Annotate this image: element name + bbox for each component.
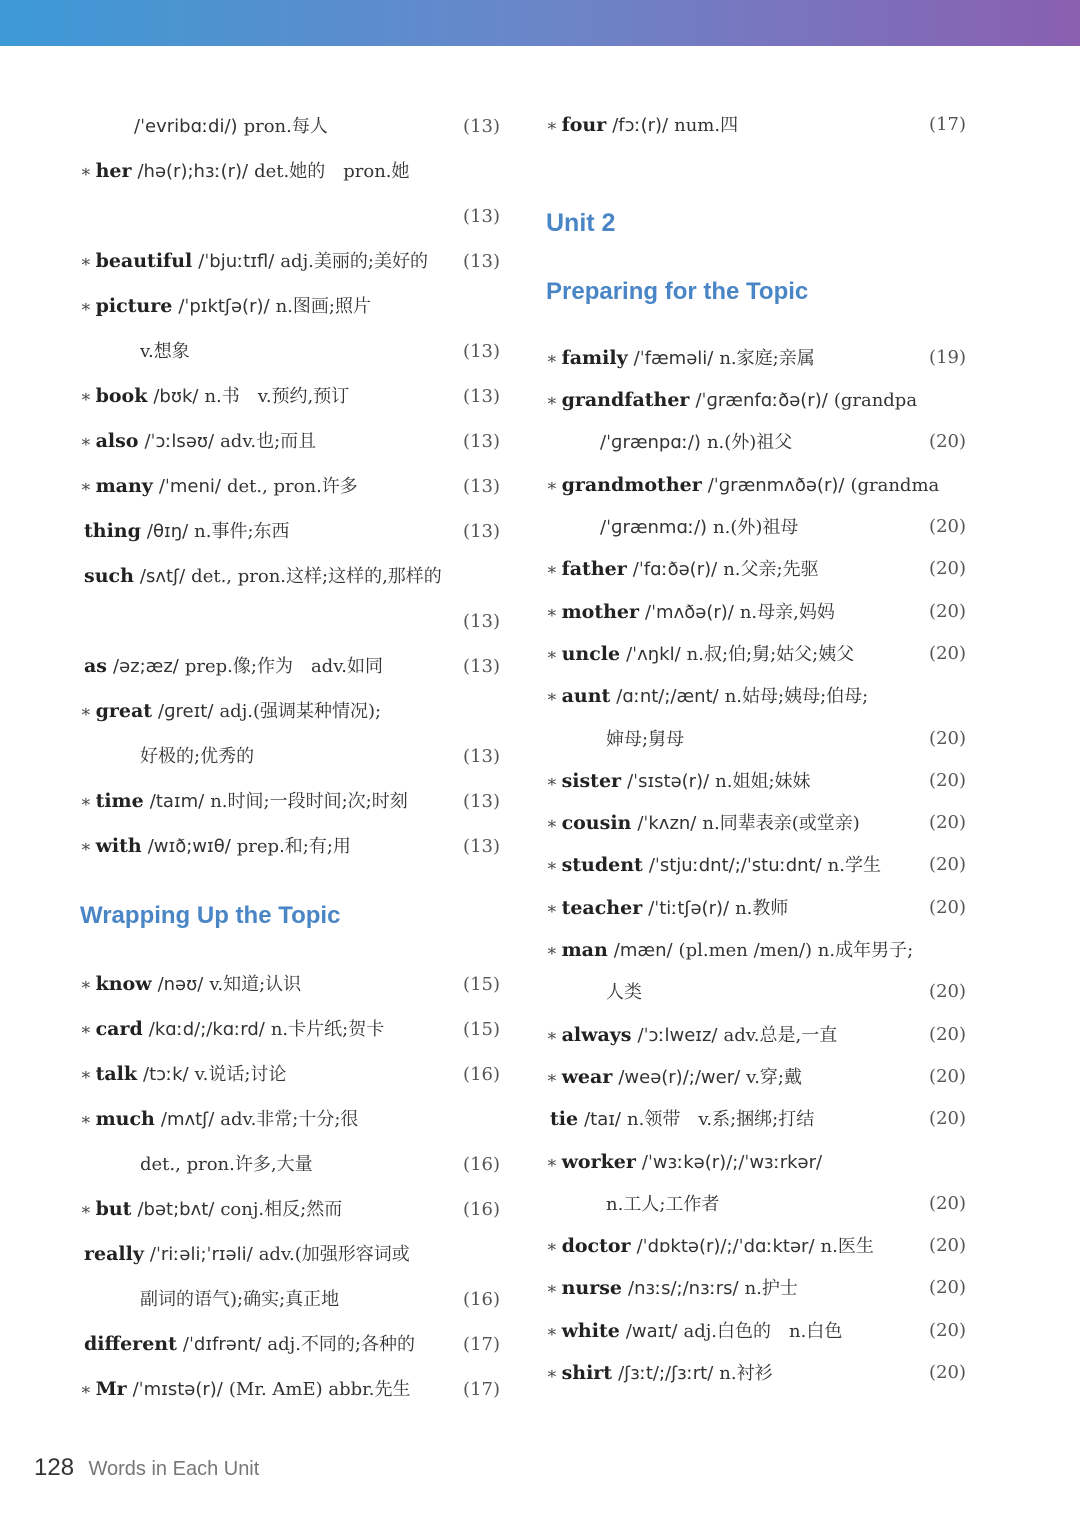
star-marker: ∗ xyxy=(546,1279,558,1300)
entry-pronunciation: /ˈfɑːðə(r)/ xyxy=(632,559,718,581)
star-marker: ∗ xyxy=(80,837,92,857)
star-marker: ∗ xyxy=(80,1380,92,1400)
vocab-entry xyxy=(80,509,500,554)
entry-pronunciation: /nəʊ/ xyxy=(157,974,204,995)
entry-page-ref: (13) xyxy=(463,746,500,767)
entry-page-ref: (13) xyxy=(463,611,500,632)
entry-definition: n.(外)祖父 xyxy=(706,432,793,454)
entry-page-ref: (20) xyxy=(929,1023,966,1045)
right-entries-top xyxy=(546,104,966,146)
entry-pronunciation: /θɪŋ/ xyxy=(146,521,189,542)
vocab-entry xyxy=(546,421,966,463)
entry-definition: adj.(强调某种情况); xyxy=(219,701,382,722)
vocab-entry xyxy=(80,1322,500,1367)
entry-pronunciation: /ˈsɪstə(r)/ xyxy=(627,770,710,792)
star-marker: ∗ xyxy=(546,116,558,136)
entry-page-ref: (20) xyxy=(929,431,966,453)
entry-pronunciation: /ˈdɪfrənt/ xyxy=(182,1334,262,1355)
entry-definition: (Mr. AmE) abbr.先生 xyxy=(228,1379,411,1400)
entry-word: worker xyxy=(561,1150,636,1173)
entry-page-ref: (13) xyxy=(463,656,500,677)
star-marker: ∗ xyxy=(546,560,558,581)
vocab-entry xyxy=(80,284,500,329)
entry-page-ref: (20) xyxy=(929,896,966,918)
entry-pronunciation: /ˈfæməli/ xyxy=(633,347,714,369)
vocab-entry xyxy=(546,548,966,590)
entry-definition: n.领带 v.系;捆绑;打结 xyxy=(627,1109,815,1131)
entry-word: uncle xyxy=(561,642,621,665)
entry-word: with xyxy=(95,835,142,857)
vocab-entry xyxy=(80,599,500,644)
star-marker: ∗ xyxy=(546,687,558,708)
vocab-entry xyxy=(80,194,500,239)
entry-pronunciation: /sʌtʃ/ xyxy=(139,566,186,587)
vocab-entry xyxy=(546,591,966,633)
entry-definition: v.说话;讨论 xyxy=(194,1064,287,1085)
entry-definition: v.穿;戴 xyxy=(746,1066,802,1088)
entry-page-ref: (20) xyxy=(929,981,966,1003)
entry-page-ref: (13) xyxy=(463,206,500,227)
star-marker: ∗ xyxy=(546,856,558,877)
star-marker: ∗ xyxy=(80,1020,92,1040)
entry-page-ref: (13) xyxy=(463,791,500,812)
entry-page-ref: (13) xyxy=(463,341,500,362)
entry-definition: prep.像;作为 adv.如同 xyxy=(184,656,383,677)
vocab-entry xyxy=(80,962,500,1007)
left-entries-bottom xyxy=(80,962,500,1412)
entry-word: grandfather xyxy=(561,389,690,412)
star-marker: ∗ xyxy=(546,1364,558,1385)
star-marker: ∗ xyxy=(546,348,558,369)
star-marker: ∗ xyxy=(546,941,558,962)
vocab-entry xyxy=(546,1310,966,1352)
star-marker: ∗ xyxy=(80,297,92,317)
vocab-entry xyxy=(546,1056,966,1098)
vocab-entry xyxy=(546,1225,966,1267)
star-marker: ∗ xyxy=(546,898,558,919)
vocab-entry xyxy=(546,929,966,971)
entry-word: nurse xyxy=(561,1277,622,1300)
entry-word: really xyxy=(84,1243,144,1265)
star-marker: ∗ xyxy=(80,477,92,497)
entry-pronunciation: /ˈɔːlweɪz/ xyxy=(637,1024,718,1046)
entry-word: family xyxy=(561,346,628,369)
vocab-entry xyxy=(80,644,500,689)
star-marker: ∗ xyxy=(80,387,92,407)
vocab-entry xyxy=(80,104,500,149)
entry-page-ref: (15) xyxy=(463,1019,500,1040)
entry-pronunciation: /taɪm/ xyxy=(149,791,205,812)
entry-word: cousin xyxy=(561,812,632,835)
entry-definition: det., pron.许多,大量 xyxy=(140,1154,313,1175)
entry-definition: n.医生 xyxy=(820,1236,874,1258)
entry-definition: 好极的;优秀的 xyxy=(140,746,255,767)
entry-definition: n.图画;照片 xyxy=(275,296,371,317)
entry-word: many xyxy=(95,475,153,497)
entry-definition: n.教师 xyxy=(735,897,789,919)
vocab-entry xyxy=(80,1277,500,1322)
entry-definition: n.姑母;姨母;伯母; xyxy=(724,686,869,708)
star-marker: ∗ xyxy=(546,1067,558,1088)
star-marker: ∗ xyxy=(546,602,558,623)
entry-page-ref: (13) xyxy=(463,251,500,272)
entry-pronunciation: /ˈɡrænmɑː/) xyxy=(600,517,708,539)
entry-page-ref: (20) xyxy=(929,1108,966,1130)
vocab-entry xyxy=(80,779,500,824)
entry-definition: adv.也;而且 xyxy=(220,431,317,452)
entry-definition: n.叔;伯;舅;姑父;姨父 xyxy=(686,643,855,665)
star-marker: ∗ xyxy=(546,644,558,665)
entry-definition: v.知道;认识 xyxy=(209,974,302,995)
star-marker: ∗ xyxy=(546,1321,558,1342)
entry-page-ref: (15) xyxy=(463,974,500,995)
vocab-entry xyxy=(80,1232,500,1277)
entry-page-ref: (20) xyxy=(929,812,966,834)
entry-page-ref: (20) xyxy=(929,516,966,538)
entry-pronunciation: /ˈkʌzn/ xyxy=(637,813,697,835)
entry-definition: prep.和;有;用 xyxy=(236,836,351,857)
entry-pronunciation: /ˈmeni/ xyxy=(158,476,221,497)
entry-pronunciation: /ˈmʌðə(r)/ xyxy=(645,601,734,623)
left-entries-top xyxy=(80,104,500,869)
entry-page-ref: (13) xyxy=(463,476,500,497)
entry-definition: (grandma xyxy=(850,474,940,496)
vocab-entry xyxy=(546,379,966,421)
vocab-entry xyxy=(546,1098,966,1140)
entry-pronunciation: /nɜːs/;/nɜːrs/ xyxy=(628,1278,739,1300)
vocab-entry xyxy=(80,1097,500,1142)
entry-word: card xyxy=(95,1018,143,1040)
entry-pronunciation: /ˈdɒktə(r)/;/ˈdɑːktər/ xyxy=(636,1236,815,1258)
entry-page-ref: (20) xyxy=(929,1362,966,1384)
entry-pronunciation: /bət;bʌt/ xyxy=(137,1199,215,1220)
entry-word: such xyxy=(84,565,134,587)
entry-page-ref: (20) xyxy=(929,1277,966,1299)
entry-definition: adj.美丽的;美好的 xyxy=(280,251,428,272)
entry-pronunciation: /ɡreɪt/ xyxy=(158,701,214,722)
vocab-entry xyxy=(546,760,966,802)
star-marker: ∗ xyxy=(546,771,558,792)
vocab-entry xyxy=(546,464,966,506)
entry-definition: n.家庭;亲属 xyxy=(719,347,815,369)
entry-word: aunt xyxy=(561,685,611,708)
entry-pronunciation: /bʊk/ xyxy=(153,386,199,407)
entry-word: four xyxy=(561,114,607,136)
entry-definition: adv.非常;十分;很 xyxy=(220,1109,359,1130)
entry-pronunciation: /ˈɔːlsəʊ/ xyxy=(144,431,215,452)
vocab-entry xyxy=(80,329,500,374)
entry-pronunciation: /weə(r)/;/wer/ xyxy=(618,1066,741,1088)
vocab-entry xyxy=(546,104,966,146)
entry-word: shirt xyxy=(561,1362,613,1385)
entry-word: grandmother xyxy=(561,473,702,496)
entry-page-ref: (13) xyxy=(463,521,500,542)
entry-definition: pron.每人 xyxy=(243,116,328,137)
entry-pronunciation: /ˈʌŋkl/ xyxy=(626,643,681,665)
star-marker: ∗ xyxy=(80,702,92,722)
entry-pronunciation: /ɑːnt/;/ænt/ xyxy=(616,686,719,708)
entry-definition: n.事件;东西 xyxy=(194,521,290,542)
entry-word: thing xyxy=(84,520,141,542)
entry-page-ref: (20) xyxy=(929,558,966,580)
entry-page-ref: (16) xyxy=(463,1064,500,1085)
vocab-entry xyxy=(80,464,500,509)
vocab-entry xyxy=(80,149,500,194)
entry-definition: num.四 xyxy=(674,115,739,136)
entry-pronunciation: /ˈɡrænmʌðə(r)/ xyxy=(707,474,845,496)
footer-label: Words in Each Unit xyxy=(88,1458,260,1480)
vocab-entry xyxy=(546,802,966,844)
entry-page-ref: (17) xyxy=(463,1379,500,1400)
entry-page-ref: (20) xyxy=(929,600,966,622)
vocab-entry xyxy=(546,971,966,1013)
entry-pronunciation: /kɑːd/;/kɑːrd/ xyxy=(148,1019,265,1040)
vocab-entry xyxy=(80,1187,500,1232)
entry-pronunciation: /mʌtʃ/ xyxy=(160,1109,215,1130)
star-marker: ∗ xyxy=(546,814,558,835)
vocab-entry xyxy=(546,844,966,886)
section-title-wrapping-up xyxy=(80,893,500,938)
entry-definition: n.母亲,妈妈 xyxy=(739,601,835,623)
header-gradient-bar xyxy=(0,0,1080,46)
entry-page-ref: (17) xyxy=(929,114,966,135)
unit-title xyxy=(546,202,966,244)
entry-definition: n.(外)祖母 xyxy=(713,517,799,539)
star-marker: ∗ xyxy=(80,1110,92,1130)
unit-title-text: Unit 2 xyxy=(546,209,616,238)
entry-pronunciation: /ˈwɜːkə(r)/;/ˈwɜːrkər/ xyxy=(641,1151,823,1173)
entry-word: teacher xyxy=(561,896,643,919)
vocab-entry xyxy=(546,633,966,675)
star-marker: ∗ xyxy=(546,391,558,412)
star-marker: ∗ xyxy=(80,162,92,182)
entry-word: tie xyxy=(550,1108,579,1131)
entry-word: time xyxy=(95,790,144,812)
entry-pronunciation: /ˈpɪktʃə(r)/ xyxy=(178,296,270,317)
vocab-entry xyxy=(80,824,500,869)
entry-page-ref: (20) xyxy=(929,1319,966,1341)
entry-definition: n.书 v.预约,预订 xyxy=(204,386,350,407)
entry-definition: conj.相反;然而 xyxy=(220,1199,343,1220)
vocab-entry xyxy=(546,1014,966,1056)
entry-page-ref: (16) xyxy=(463,1154,500,1175)
vocab-entry xyxy=(546,506,966,548)
vocab-entry xyxy=(80,689,500,734)
entry-word: doctor xyxy=(561,1235,631,1258)
vocab-entry xyxy=(546,675,966,717)
entry-word: wear xyxy=(561,1065,613,1088)
entry-page-ref: (20) xyxy=(929,727,966,749)
vocab-entry xyxy=(80,239,500,284)
section-title-text: Preparing for the Topic xyxy=(546,277,809,305)
entry-page-ref: (13) xyxy=(463,431,500,452)
entry-definition: n.护士 xyxy=(744,1278,798,1300)
vocab-entry xyxy=(80,554,500,599)
entry-definition: adv.(加强形容词或 xyxy=(258,1244,410,1265)
entry-definition: adj.不同的;各种的 xyxy=(267,1334,415,1355)
entry-page-ref: (16) xyxy=(463,1289,500,1310)
entry-pronunciation: /ˈɡrænfɑːðə(r)/ xyxy=(695,390,828,412)
entry-pronunciation: /ˈriːəli;ˈrɪəli/ xyxy=(149,1244,253,1265)
entry-pronunciation: /fɔː(r)/ xyxy=(612,115,669,136)
entry-definition: 婶母;舅母 xyxy=(606,728,685,750)
entry-word: her xyxy=(95,160,132,182)
entry-word: know xyxy=(95,973,152,995)
vocab-entry xyxy=(546,1141,966,1183)
star-marker: ∗ xyxy=(80,1200,92,1220)
entry-pronunciation: /ʃɜːt/;/ʃɜːrt/ xyxy=(618,1363,714,1385)
entry-pronunciation: /ˈstjuːdnt/;/ˈstuːdnt/ xyxy=(648,855,822,877)
section-title-preparing xyxy=(546,271,966,313)
star-marker: ∗ xyxy=(80,1065,92,1085)
entry-definition: 副词的语气);确实;真正地 xyxy=(140,1289,340,1310)
star-marker: ∗ xyxy=(546,475,558,496)
entry-page-ref: (20) xyxy=(929,1065,966,1087)
entry-word: different xyxy=(84,1333,177,1355)
entry-definition: (pl.men /men/) n.成年男子; xyxy=(678,940,914,962)
entry-word: great xyxy=(95,700,153,722)
entry-definition: n.姐姐;妹妹 xyxy=(715,770,811,792)
page-number: 128 xyxy=(34,1454,75,1481)
entry-page-ref: (13) xyxy=(463,836,500,857)
section-title-text: Wrapping Up the Topic xyxy=(80,902,341,929)
page-footer xyxy=(34,1454,259,1482)
vocab-entry xyxy=(546,718,966,760)
entry-pronunciation: /ˈtiːtʃə(r)/ xyxy=(648,897,730,919)
entry-definition: n.衬衫 xyxy=(719,1363,773,1385)
vocab-entry xyxy=(80,734,500,779)
entry-word: much xyxy=(95,1108,155,1130)
star-marker: ∗ xyxy=(546,1025,558,1046)
star-marker: ∗ xyxy=(546,1237,558,1258)
entry-page-ref: (19) xyxy=(929,346,966,368)
entry-definition: det., pron.这样;这样的,那样的 xyxy=(191,566,442,587)
entry-word: white xyxy=(561,1319,620,1342)
vocab-entry xyxy=(80,1007,500,1052)
entry-page-ref: (13) xyxy=(463,116,500,137)
entry-definition: v.想象 xyxy=(140,341,190,362)
entry-word: always xyxy=(561,1023,632,1046)
star-marker: ∗ xyxy=(546,1152,558,1173)
entry-definition: n.时间;一段时间;次;时刻 xyxy=(210,791,408,812)
entry-pronunciation: /ˈɡrænpɑː/) xyxy=(600,432,701,454)
entry-page-ref: (20) xyxy=(929,1235,966,1257)
vocab-entry xyxy=(80,1367,500,1412)
entry-definition: n.父亲;先驱 xyxy=(723,559,819,581)
vocab-entry xyxy=(546,1183,966,1225)
star-marker: ∗ xyxy=(80,975,92,995)
entry-word: student xyxy=(561,854,643,877)
vocab-entry xyxy=(546,1267,966,1309)
entry-word: book xyxy=(95,385,148,407)
vocab-entry xyxy=(546,1352,966,1394)
entry-word: man xyxy=(561,939,608,962)
entry-page-ref: (13) xyxy=(463,386,500,407)
entry-definition: n.卡片纸;贺卡 xyxy=(270,1019,385,1040)
left-column xyxy=(80,104,500,1412)
entry-word: as xyxy=(84,655,108,677)
entry-definition: adj.白色的 n.白色 xyxy=(683,1320,843,1342)
entry-pronunciation: /ˈmɪstə(r)/ xyxy=(132,1379,223,1400)
entry-pronunciation: /wɪð;wɪθ/ xyxy=(147,836,231,857)
entry-word: sister xyxy=(561,769,622,792)
vocab-entry xyxy=(546,337,966,379)
entry-pronunciation: /taɪ/ xyxy=(584,1109,621,1131)
entry-pronunciation: /ˈbjuːtɪfl/ xyxy=(198,251,275,272)
entry-definition: n.同辈表亲(或堂亲) xyxy=(702,813,860,835)
entry-page-ref: (20) xyxy=(929,769,966,791)
right-entries-bottom xyxy=(546,337,966,1394)
entry-definition: n.学生 xyxy=(827,855,881,877)
entry-page-ref: (17) xyxy=(463,1334,500,1355)
vocab-entry xyxy=(80,1052,500,1097)
entry-word: talk xyxy=(95,1063,138,1085)
star-marker: ∗ xyxy=(80,432,92,452)
entry-definition: n.工人;工作者 xyxy=(606,1193,720,1215)
entry-pronunciation: /tɔːk/ xyxy=(143,1064,189,1085)
entry-definition: (grandpa xyxy=(833,390,918,412)
entry-word: mother xyxy=(561,600,640,623)
vocab-entry xyxy=(80,374,500,419)
entry-pronunciation: /ˈevribɑːdi/) xyxy=(134,116,238,137)
entry-word: but xyxy=(95,1198,132,1220)
entry-page-ref: (16) xyxy=(463,1199,500,1220)
entry-pronunciation: /waɪt/ xyxy=(625,1320,678,1342)
star-marker: ∗ xyxy=(80,252,92,272)
right-column xyxy=(546,104,966,1394)
entry-page-ref: (20) xyxy=(929,854,966,876)
star-marker: ∗ xyxy=(80,792,92,812)
entry-word: beautiful xyxy=(95,250,193,272)
entry-page-ref: (20) xyxy=(929,642,966,664)
vocab-entry xyxy=(546,887,966,929)
vocab-entry xyxy=(80,419,500,464)
entry-page-ref: (20) xyxy=(929,1192,966,1214)
entry-pronunciation: /mæn/ xyxy=(613,940,673,962)
entry-word: father xyxy=(561,558,627,581)
entry-definition: adv.总是,一直 xyxy=(723,1024,838,1046)
entry-definition: det.她的 pron.她 xyxy=(254,161,410,182)
entry-pronunciation: /əz;æz/ xyxy=(113,656,179,677)
entry-pronunciation: /hə(r);hɜː(r)/ xyxy=(137,161,249,182)
entry-word: Mr xyxy=(95,1378,127,1400)
entry-definition: 人类 xyxy=(606,982,642,1004)
entry-definition: det., pron.许多 xyxy=(226,476,358,497)
entry-word: also xyxy=(95,430,139,452)
entry-word: picture xyxy=(95,295,173,317)
vocab-entry xyxy=(80,1142,500,1187)
